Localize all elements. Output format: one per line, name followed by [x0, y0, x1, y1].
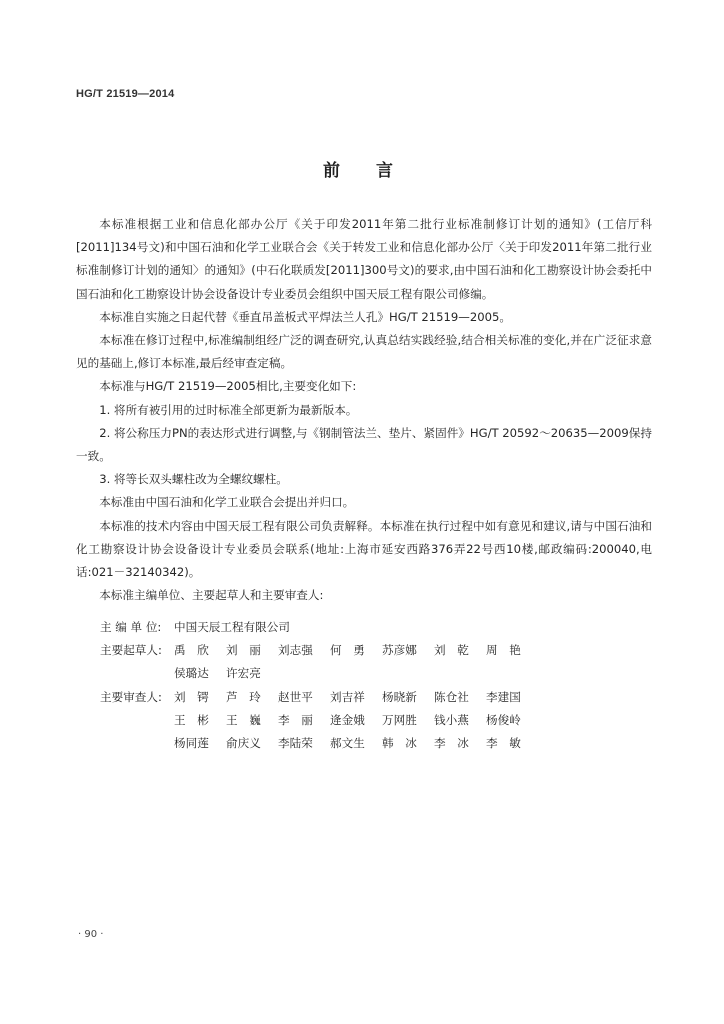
reviewer-name: 李建国 — [486, 689, 521, 704]
standard-code: HG/T 21519—2014 — [76, 88, 175, 100]
reviewer-name: 李 敏 — [486, 735, 521, 750]
drafter-name: 何 勇 — [330, 643, 365, 658]
page-title: 前言 — [323, 161, 429, 181]
drafters-label: 主要起草人: — [100, 643, 162, 658]
drafter-name: 周 艳 — [486, 643, 521, 658]
paragraph-replacement: 本标准自实施之日起代替《垂直吊盖板式平焊法兰人孔》HG/T 21519—2005。 — [99, 309, 511, 324]
reviewer-name: 杨同莲 — [174, 735, 209, 750]
reviewer-name: 王 巍 — [226, 712, 261, 727]
paragraph-change-1: 1. 将所有被引用的过时标准全部更新为最新版本。 — [99, 402, 358, 417]
foreword-body — [76, 213, 652, 607]
paragraph-basis: 本标准根据工业和信息化部办公厅《关于印发2011年第二批行业标准制修订计划的通知》(工信厅科[2011]134号文)和中国石油和化学工业联合会《关于转发工业和信息化部办公厅〈关于印发2011年第二批行业标准制修订计划的通知〉的通知》(中石化联质发[2011]300号文)的要求,由中国石油和化工勘察设计协会委托中国石油和化工勘察设计协会设备设计专业委员会组织中国天辰工程有限公司修编。 — [76, 217, 652, 301]
drafter-name: 苏彦娜 — [382, 643, 417, 658]
drafter-name: 许宏亮 — [226, 666, 261, 681]
page-number: · 90 · — [78, 929, 104, 940]
reviewer-name: 逄金娥 — [330, 712, 365, 727]
reviewer-name: 芦 玲 — [226, 689, 261, 704]
reviewer-name: 刘 锷 — [174, 689, 209, 704]
reviewer-name: 李 冰 — [434, 735, 469, 750]
reviewers-row-3 — [100, 732, 538, 755]
drafter-name: 禹 欣 — [174, 643, 209, 658]
paragraph-changes-intro: 本标准与HG/T 21519—2005相比,主要变化如下: — [99, 379, 357, 394]
drafter-name: 刘 乾 — [434, 643, 469, 658]
chief-editor-label: 主 编 单 位: — [100, 620, 162, 634]
reviewer-name: 刘吉祥 — [330, 689, 365, 704]
drafters-row — [100, 639, 538, 662]
reviewer-name: 李 丽 — [278, 712, 313, 727]
paragraph-revision-process: 本标准在修订过程中,标准编制组经广泛的调查研究,认真总结实践经验,结合相关标准的变化,并在广泛征求意见的基础上,修订本标准,最后经审查定稿。 — [76, 333, 652, 371]
reviewer-name: 杨晓新 — [382, 689, 417, 704]
reviewers-label: 主要审查人: — [100, 689, 162, 704]
reviewers-row — [100, 686, 538, 709]
chief-editor-value: 中国天辰工程有限公司 — [174, 620, 290, 634]
reviewer-name: 俞庆义 — [226, 735, 261, 750]
reviewer-name: 钱小燕 — [434, 712, 469, 727]
reviewer-name: 王 彬 — [174, 712, 209, 727]
chief-editor-row — [100, 616, 538, 639]
reviewer-name: 陈仓社 — [434, 689, 469, 704]
reviewer-name: 万网胜 — [382, 712, 417, 727]
drafters-row-2 — [100, 662, 538, 685]
drafter-name: 刘志强 — [278, 643, 313, 658]
paragraph-interpretation: 本标准的技术内容由中国天辰工程有限公司负责解释。本标准在执行过程中如有意见和建议,请与中国石油和化工勘察设计协会设备设计专业委员会联系(地址:上海市延安西路376弄22号西10楼,邮政编码:200040,电话:021－32140342)。 — [76, 518, 652, 580]
drafter-name: 侯璐达 — [174, 666, 209, 681]
reviewer-name: 韩 冰 — [382, 735, 417, 750]
reviewers-row-2 — [100, 709, 538, 732]
reviewer-name: 李陆荣 — [278, 735, 313, 750]
paragraph-proposer: 本标准由中国石油和化学工业联合会提出并归口。 — [99, 495, 355, 510]
paragraph-roster-intro: 本标准主编单位、主要起草人和主要审查人: — [99, 588, 324, 603]
paragraph-change-2: 2. 将公称压力PN的表达形式进行调整,与《钢制管法兰、垫片、紧固件》HG/T 20592～20635—2009保持一致。 — [76, 425, 652, 464]
paragraph-change-3: 3. 将等长双头螺柱改为全螺纹螺柱。 — [99, 472, 288, 487]
reviewer-name: 郝文生 — [330, 735, 365, 750]
reviewer-name: 杨俊岭 — [486, 712, 521, 727]
reviewer-name: 赵世平 — [278, 689, 313, 704]
drafter-name: 刘 丽 — [226, 643, 261, 658]
roster — [100, 616, 538, 755]
